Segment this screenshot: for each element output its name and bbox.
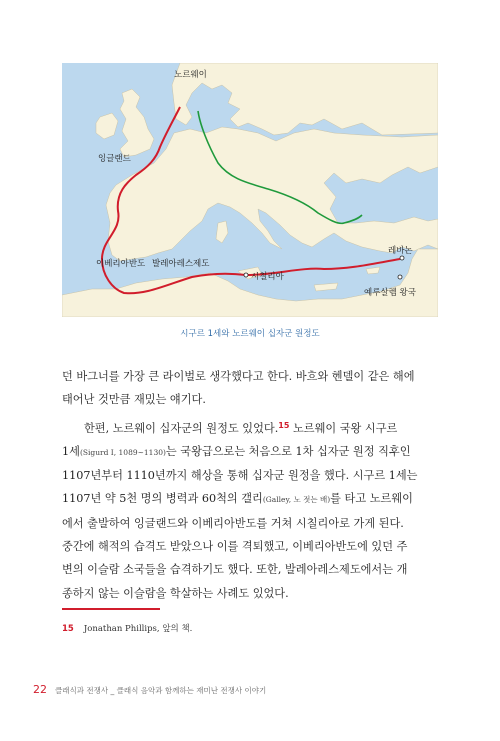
body-text [62, 365, 440, 605]
text-line: 중간에 해적의 습격도 받았으나 이를 격퇴했고, 이베리아반도에 있던 주 [62, 540, 408, 554]
map-caption: 시구르 1세와 노르웨이 십자군 원정도 [180, 329, 320, 339]
page-footer [33, 678, 266, 697]
text-span-small: (Sigurd I, 1089~1130) [79, 447, 166, 457]
lebanon-marker [400, 256, 404, 260]
text-span: 노르웨이 국왕 시구르 [289, 421, 398, 435]
jerusalem-marker [398, 275, 402, 279]
footnote-text: Jonathan Phillips, 앞의 책. [83, 624, 193, 634]
text-line: 종하지 않는 이슬람을 학살하는 사례도 있었다. [62, 586, 289, 600]
text-span-small: (Galley, 노 젓는 배) [262, 495, 331, 505]
text-span: 한편, 노르웨이 십자군의 원정도 있었다. [84, 421, 279, 435]
running-head: 클래식과 전쟁사 _ 클래식 음악과 함께하는 재미난 전쟁사 이야기 [55, 686, 267, 695]
label-lebanon: 레바논 [388, 246, 413, 256]
text-line: 던 바그너를 가장 큰 라이벌로 생각했다고 한다. 바흐와 헨델이 같은 해에 [62, 370, 415, 383]
label-iberia: 이베리아반도 [96, 259, 146, 269]
label-england: 잉글랜드 [98, 154, 131, 164]
footnote-divider [62, 608, 160, 610]
text-line [62, 487, 440, 511]
text-span: 1세 [62, 444, 80, 458]
footnote [62, 622, 192, 634]
text-span: 는 국왕급으로는 처음으로 1차 십자군 원정 직후인 [165, 444, 411, 458]
label-jerusalem: 예루살렘 왕국 [364, 288, 416, 298]
text-line: 1107년부터 1110년까지 해상을 통해 십자군 원정을 했다. 시구르 1세는 [62, 469, 418, 483]
text-line [62, 440, 440, 464]
text-span: 1107년 약 5천 명의 병력과 60척의 갤리 [62, 492, 263, 506]
text-span: 를 타고 노르웨이 [330, 492, 413, 506]
footnote-reference[interactable]: 15 [278, 420, 290, 430]
label-norway: 노르웨이 [174, 70, 207, 80]
page-number: 22 [33, 683, 47, 696]
text-line: 변의 이슬람 소국들을 습격하기도 했다. 또한, 발레아레스제도에서는 개 [62, 563, 408, 577]
text-line: 태어난 것만큼 재밌는 얘기다. [62, 393, 206, 407]
text-line [62, 414, 440, 440]
footnote-number: 15 [62, 624, 74, 634]
label-balearic: 발레아레스제도 [152, 259, 210, 269]
label-sicily: 시칠리아 [251, 272, 284, 282]
sicily-marker [244, 273, 248, 277]
text-line: 에서 출발하여 잉글랜드와 이베리아반도를 거쳐 시칠리아로 가게 된다. [62, 516, 404, 530]
crusade-route-map [62, 63, 438, 317]
